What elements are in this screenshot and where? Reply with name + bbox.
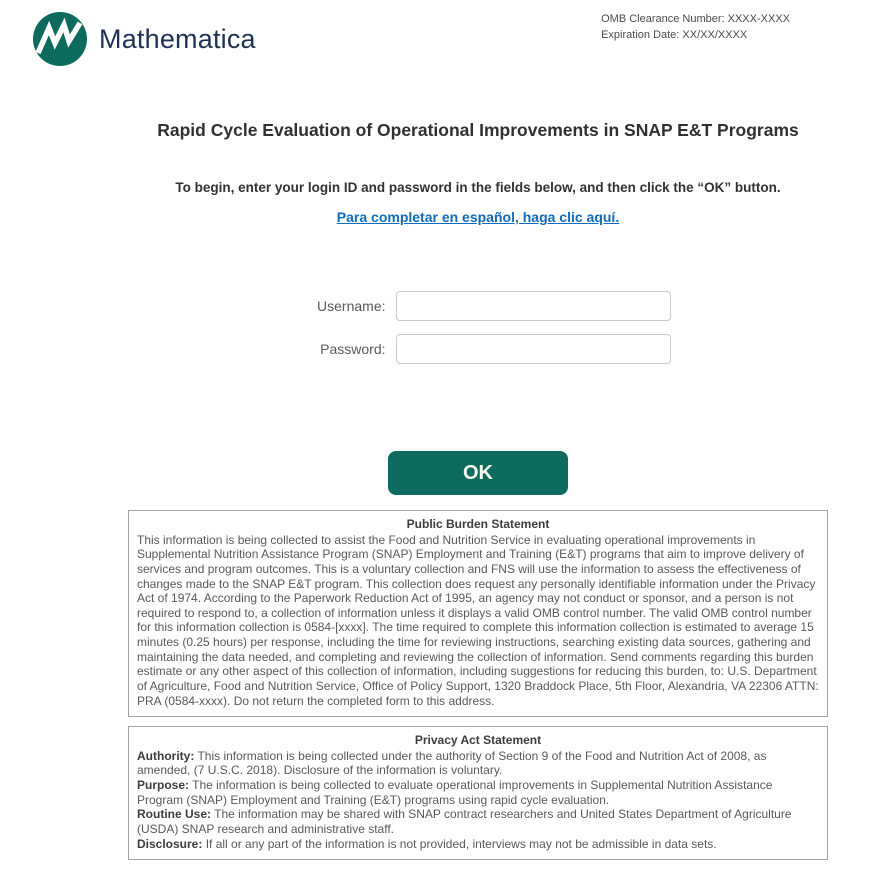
mathematica-m-icon [33, 12, 87, 66]
username-input[interactable] [396, 291, 671, 321]
public-burden-heading: Public Burden Statement [406, 517, 550, 531]
password-input[interactable] [396, 334, 671, 364]
page-title: Rapid Cycle Evaluation of Operational Improvements in SNAP E&T Programs [157, 120, 799, 140]
privacy-disclosure-item [137, 837, 819, 852]
spanish-language-link[interactable]: Para completar en español, haga clic aquí. [336, 209, 620, 225]
login-instruction: To begin, enter your login ID and password in the fields below, and then click the “OK” button. [175, 180, 781, 195]
login-content [128, 0, 828, 860]
privacy-purpose-item [137, 778, 819, 807]
omb-clearance-number: OMB Clearance Number: XXXX-XXXX [601, 13, 790, 25]
logo-wordmark: Mathematica [99, 23, 256, 54]
privacy-authority-text: This information is being collected under the authority of Section 9 of the Food and Nutrition Act of 2008, as amended, (7 U.S.C. 2018). Disclosure of the information is voluntary. [137, 748, 767, 778]
username-row [286, 291, 671, 321]
privacy-routine-use-label: Routine Use: [137, 807, 212, 822]
omb-expiration-date: Expiration Date: XX/XX/XXXX [601, 29, 748, 41]
privacy-authority-item [137, 749, 819, 778]
public-burden-statement-box [128, 510, 828, 717]
privacy-act-heading: Privacy Act Statement [414, 733, 542, 748]
privacy-disclosure-text: If all or any part of the information is not provided, interviews may not be admissible in data sets. [202, 836, 717, 851]
privacy-routine-use-item [137, 807, 819, 836]
privacy-purpose-text: The information is being collected to evaluate operational improvements in Supplemental Nutrition Assistance Program (SNAP) Employment and Training (E&T) programs using rapid cycle evaluation. [137, 778, 773, 807]
ok-button[interactable]: OK [388, 451, 568, 495]
login-form [286, 291, 671, 364]
password-row [286, 334, 671, 364]
privacy-routine-use-text: The information may be shared with SNAP contract researchers and United States Department of Agriculture (USDA) SNAP research and administrative staff. [137, 807, 792, 836]
privacy-act-statement-box [128, 726, 828, 860]
privacy-disclosure-label: Disclosure: [137, 836, 203, 851]
privacy-purpose-label: Purpose: [137, 778, 190, 792]
username-label: Username: [317, 298, 386, 314]
public-burden-body: This information is being collected to assist the Food and Nutrition Service in evaluating operational improvements in Supplemental Nutrition Assistance Program (SNAP) Employment and Training (E&T) programs that aim to improve delivery of services and program outcomes. This is a voluntary collection and FNS will use the information to assess the effectiveness of changes made to the SNAP E&T program. This collection does request any personally identifiable information under the Privacy Act of 1974. According to the Paperwork Reduction Act of 1995, an agency may not conduct or sponsor, and a person is not required to respond to, a collection of information unless it displays a valid OMB control number. The valid OMB control number for this information collection is 0584-[xxxx]. The time required to complete this information collection is estimated to average 15 minutes (0.25 hours) per response, including the time for reviewing instructions, searching existing data sources, gathering and maintaining the data needed, and completing and reviewing the collection of information. Send comments regarding this burden estimate or any other aspect of this collection of information, including suggestions for reducing this burden, to: U.S. Department of Agriculture, Food and Nutrition Service, Office of Policy Support, 1320 Braddock Place, 5th Floor, Alexandria, VA 22306 ATTN: PRA (0584-xxxx). Do not return the completed form to this address. [137, 532, 819, 708]
privacy-authority-label: Authority: [137, 748, 195, 763]
password-label: Password: [320, 341, 386, 357]
